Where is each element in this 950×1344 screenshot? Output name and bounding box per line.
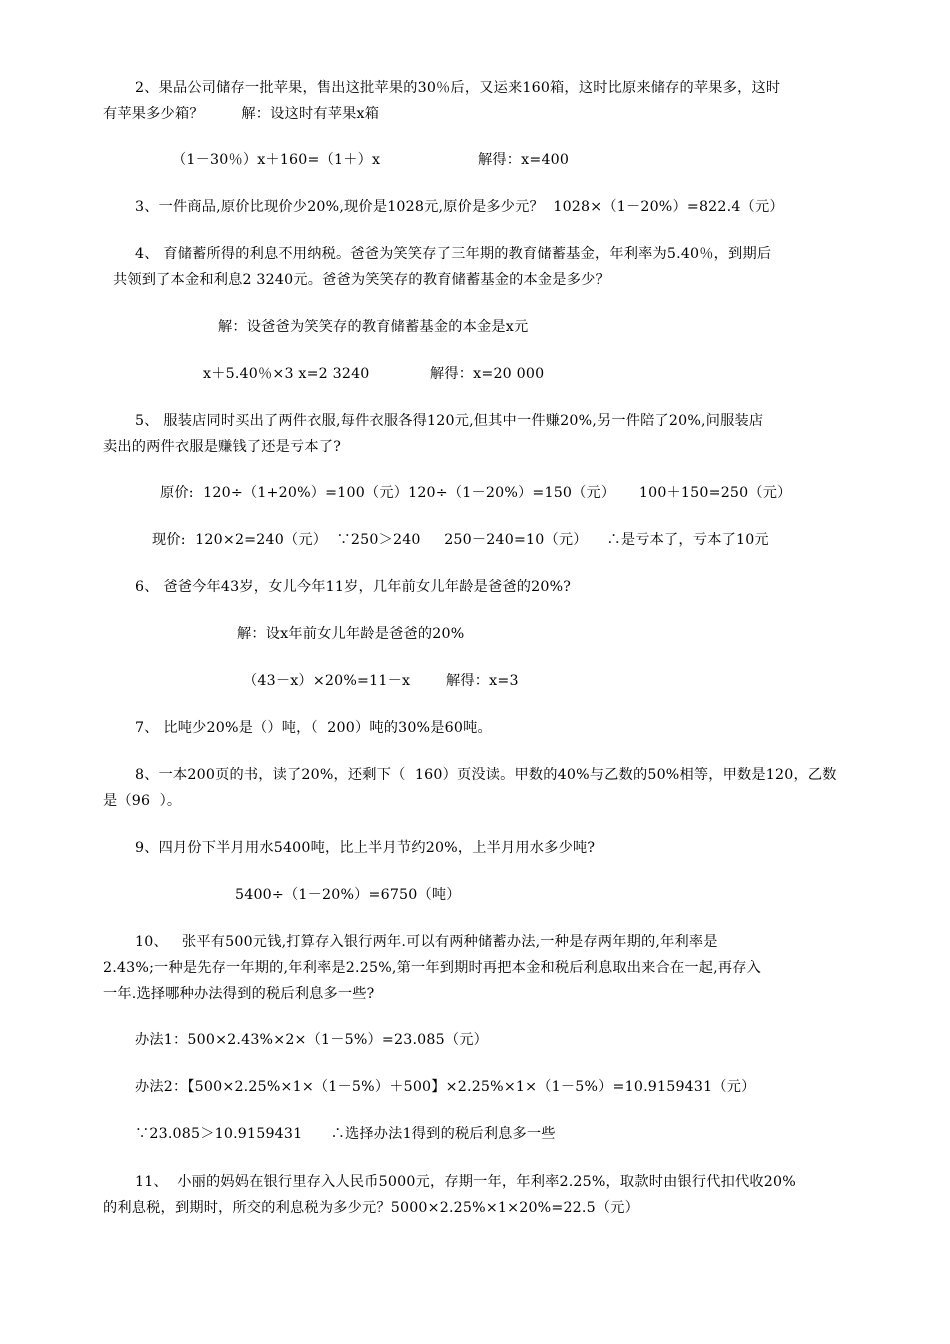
q10-line3: 一年.选择哪种办法得到的税后利息多一些?: [103, 986, 375, 1002]
q8-line1: 8、一本200页的书，读了20%，还剩下（ 160）页没读。甲数的40%与乙数的50%相等，甲数是120，乙数: [135, 767, 837, 783]
q2-result: 解得：x=400: [478, 152, 570, 168]
q7-line1: 7、 比吨少20%是（）吨，（ 200）吨的30%是60吨。: [135, 720, 492, 736]
q2-line1: 2、果品公司储存一批苹果，售出这批苹果的30％后，又运来160箱，这时比原来储存的苹果多，这时: [135, 80, 781, 96]
q4-equation: x＋5.40％×3 x=2 3240: [203, 366, 370, 382]
q5-line2: 卖出的两件衣服是赚钱了还是亏本了?: [103, 439, 342, 455]
q5-current-price: 现价: 120×2=240（元） ∵250＞240 250－240=10（元） ∴是亏本了，亏本了10元: [152, 532, 769, 548]
q8-line2: 是（96 ）。: [103, 793, 182, 809]
q6-solution: 解：设x年前女儿年龄是爸爸的20%: [237, 626, 465, 642]
q11-line2: 的利息税，到期时，所交的利息税为多少元？5000×2.25%×1×20%=22.5（元）: [103, 1200, 639, 1216]
q11-line1: 11、 小丽的妈妈在银行里存入人民币5000元，存期一年，年利率2.25%，取款时由银行代扣代收20%: [135, 1174, 796, 1190]
q4-line2: 共领到了本金和利息2 3240元。爸爸为笑笑存的教育储蓄基金的本金是多少？: [113, 272, 610, 288]
q10-method1: 办法1：500×2.43%×2×（1－5%）=23.085（元）: [135, 1032, 489, 1048]
q10-line1: 10、 张平有500元钱,打算存入银行两年.可以有两种储蓄办法,一种是存两年期的,年利率是: [135, 934, 718, 950]
q3-line1: 3、一件商品,原价比现价少20%,现价是1028元,原价是多少元？ 1028×（1－20%）=822.4（元）: [135, 199, 784, 215]
q6-equation: （43－x）×20%=11－x: [243, 673, 411, 689]
q5-line1: 5、 服装店同时买出了两件衣服,每件衣服各得120元,但其中一件赚20%,另一件陪了20%,问服装店: [135, 413, 764, 429]
q4-solution: 解：设爸爸为笑笑存的教育储蓄基金的本金是x元: [218, 319, 529, 335]
q4-line1: 4、 育储蓄所得的利息不用纳税。爸爸为笑笑存了三年期的教育储蓄基金，年利率为5.40％，到期后: [135, 246, 772, 262]
q2-equation: （1－30％）x＋160=（1＋）x: [172, 152, 381, 168]
q9-equation: 5400÷（1－20%）=6750（吨）: [235, 887, 461, 903]
q5-original-price: 原价: 120÷（1+20%）=100（元）120÷（1－20%）=150（元） 100＋150=250（元）: [160, 485, 792, 501]
q9-line1: 9、四月份下半月用水5400吨，比上半月节约20%，上半月用水多少吨?: [135, 840, 596, 856]
q10-line2: 2.43%;一种是先存一年期的,年利率是2.25%,第一年到期时再把本金和税后利息取出来合在一起,再存入: [103, 960, 761, 976]
q6-line1: 6、 爸爸今年43岁，女儿今年11岁，几年前女儿年龄是爸爸的20%?: [135, 579, 572, 595]
q6-result: 解得：x=3: [446, 673, 519, 689]
q4-result: 解得：x=20 000: [430, 366, 545, 382]
q10-method2: 办法2：【500×2.25%×1×（1－5%）＋500】×2.25%×1×（1－5%）=10.9159431（元）: [135, 1079, 756, 1095]
q2-line2: 有苹果多少箱？ 解：设这时有苹果x箱: [103, 106, 380, 122]
q10-conclusion: ∵23.085＞10.9159431 ∴选择办法1得到的税后利息多一些: [135, 1126, 556, 1142]
